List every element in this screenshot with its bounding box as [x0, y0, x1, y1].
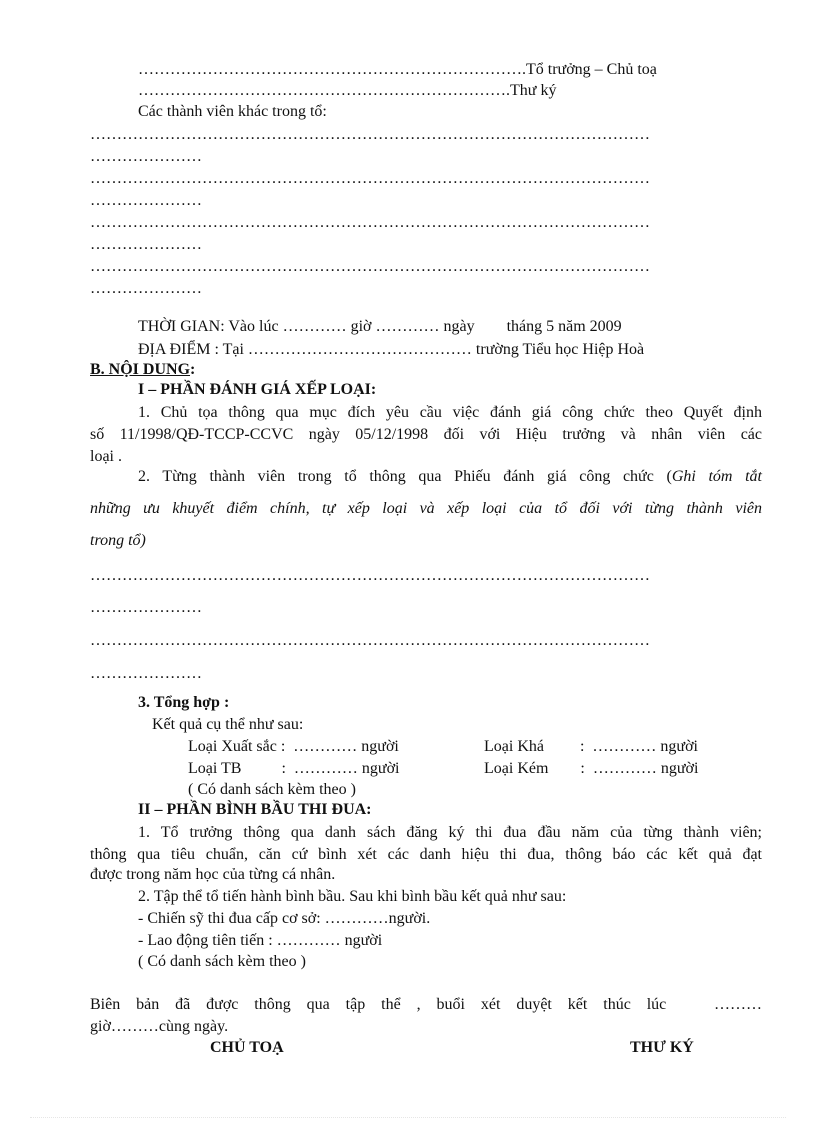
signature-chair: CHỦ TOẠ [210, 1039, 284, 1056]
part2-item2: 2. Tập thể tổ tiến hành bình bầu. Sau khi bình bầu kết quả như sau: [138, 888, 567, 905]
secretary-line: …………………………………………………………….Thư ký [138, 82, 557, 99]
grade-poor: Loại Kém : ………… người [484, 760, 699, 777]
part1-attached-note: ( Có danh sách kèm theo ) [188, 781, 356, 798]
summary-intro: Kết quả cụ thể như sau: [152, 716, 304, 733]
chair-line: ……………………………………………………………….Tổ trưởng – Chủ toạ [138, 61, 657, 78]
dotted-line: …………………………………………………………………………………………… [90, 170, 650, 187]
closing-line1: Biên bản đã được thông qua tập thể , buổi xét duyệt kết thúc lúc ……… [90, 996, 762, 1013]
dotted-line-short: ………………… [90, 192, 202, 209]
dotted-line: …………………………………………………………………………………………… [90, 214, 650, 231]
signature-secretary: THƯ KÝ [630, 1039, 694, 1056]
other-members-label: Các thành viên khác trong tổ: [138, 103, 327, 120]
dotted-line-short: ………………… [90, 148, 202, 165]
dotted-line: …………………………………………………………………………………………… [90, 258, 650, 275]
section-b-colon: : [190, 361, 196, 378]
part1-item2-line2: những ưu khuyết điểm chính, tự xếp loại và xếp loại của tổ đối với từng thành viên [90, 500, 762, 517]
part1-heading: I – PHẦN ĐÁNH GIÁ XẾP LOẠI: [138, 381, 377, 398]
part2-item1-line1: 1. Tổ trưởng thông qua danh sách đăng ký thi đua đầu năm của từng thành viên; [138, 824, 762, 841]
part1-item2-text: 2. Từng thành viên trong tổ thông qua Phiếu đánh giá công chức ( [138, 468, 672, 485]
closing-line2: giờ………cùng ngày. [90, 1018, 229, 1035]
grade-good: Loại Khá : ………… người [484, 738, 698, 755]
bullet-emulation-soldier: - Chiến sỹ thi đua cấp cơ sở: …………người. [138, 910, 431, 927]
bullet-advanced-worker: - Lao động tiên tiến : ………… người [138, 932, 383, 949]
meeting-place: ĐỊA ĐIỂM : Tại …………………………………… trường Tiểu học Hiệp Hoà [138, 341, 645, 358]
part2-item1-line2: thông qua tiêu chuẩn, căn cứ bình xét các danh hiệu thi đua, thông báo các kết quả đạt [90, 846, 762, 863]
section-b-heading [90, 360, 195, 380]
dotted-line: …………………………………………………………………………………………… [90, 567, 650, 584]
summary-heading: 3. Tổng hợp : [138, 694, 230, 711]
grade-average: Loại TB : ………… người [188, 760, 400, 777]
part1-item2-line3: trong tổ) [90, 532, 146, 549]
dotted-line-short: ………………… [90, 665, 202, 682]
section-b-title: B. NỘI DUNG [90, 361, 191, 378]
dotted-line-short: ………………… [90, 599, 202, 616]
page-bottom-rule [30, 1117, 786, 1118]
part2-item1-line3: được trong năm học của từng cá nhân. [90, 866, 336, 883]
dotted-line-short: ………………… [90, 236, 202, 253]
part1-item1-line1: 1. Chủ tọa thông qua mục đích yêu cầu việc đánh giá công chức theo Quyết định [138, 404, 762, 421]
dotted-line: …………………………………………………………………………………………… [90, 632, 650, 649]
part1-item1-line2: số 11/1998/QĐ-TCCP-CCVC ngày 05/12/1998 đối với Hiệu trưởng và nhân viên các [90, 426, 762, 443]
dotted-line-short: ………………… [90, 280, 202, 297]
grade-excellent: Loại Xuất sắc : ………… người [188, 738, 399, 755]
meeting-time: THỜI GIAN: Vào lúc ………… giờ ………… ngày tháng 5 năm 2009 [138, 318, 622, 335]
part2-heading: II – PHẦN BÌNH BẦU THI ĐUA: [138, 801, 372, 818]
part1-item1-line3: loại . [90, 448, 122, 465]
dotted-line: …………………………………………………………………………………………… [90, 126, 650, 143]
part2-attached-note: ( Có danh sách kèm theo ) [138, 953, 306, 970]
part1-item2-line1 [138, 467, 762, 487]
part1-item2-italic: Ghi tóm tắt [671, 468, 762, 485]
